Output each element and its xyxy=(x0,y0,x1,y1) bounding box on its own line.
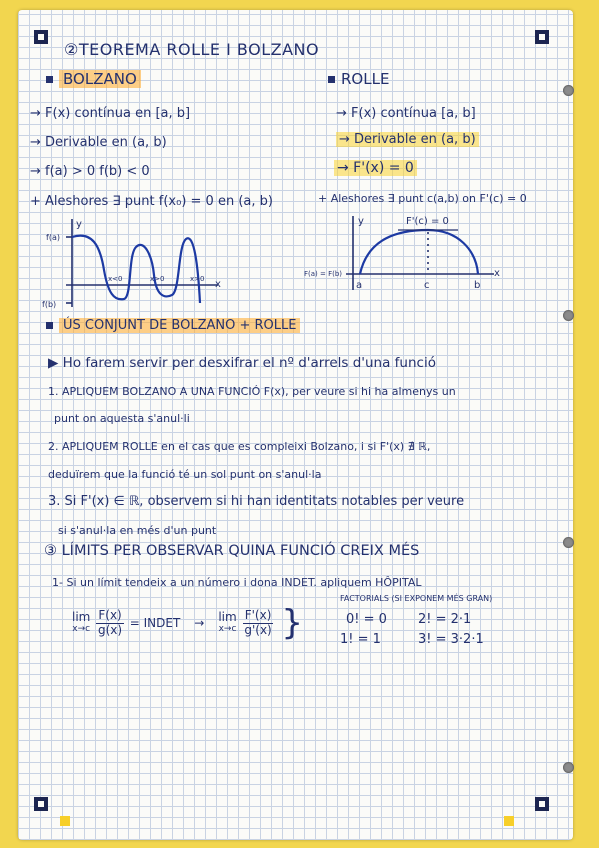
corner-marker-bottom-right xyxy=(535,797,549,811)
bullet-icon xyxy=(46,322,53,329)
bolzano-heading: BOLZANO xyxy=(59,70,141,88)
us-conjunt-line: punt on aquesta s'anul·li xyxy=(54,412,190,425)
lim-text: lim xyxy=(218,610,237,625)
graph-segment-label: x>0 xyxy=(150,275,165,283)
limits-heading: ③ LÍMITS PER OBSERVAR QUINA FUNCIÓ CREIX MÉS xyxy=(44,543,420,559)
binder-hole xyxy=(563,85,574,96)
bullet-icon xyxy=(46,76,53,83)
numerator: F'(x) xyxy=(244,608,272,623)
factorial-item: 2! = 2·1 xyxy=(418,612,472,627)
corner-marker-top-left xyxy=(34,30,48,44)
lim-text: lim xyxy=(72,610,91,625)
rolle-line: → Derivable en (a, b) xyxy=(336,132,479,147)
numerator: F(x) xyxy=(98,608,122,623)
us-conjunt-heading-wrap xyxy=(46,318,300,333)
factorial-item: 0! = 0 xyxy=(346,612,387,627)
lhopital-formula xyxy=(72,603,304,643)
denominator: g'(x) xyxy=(244,622,272,637)
binder-hole xyxy=(563,762,574,773)
bolzano-line: → Derivable en (a, b) xyxy=(30,135,167,150)
graph-fa-label: f(a) xyxy=(46,233,60,242)
graph-top-label: F'(c) = 0 xyxy=(406,216,449,227)
bolzano-line: → F(x) contínua en [a, b] xyxy=(30,106,191,121)
rolle-line: → F'(x) = 0 xyxy=(334,160,417,176)
yellow-mark xyxy=(504,816,514,826)
factorials-label: FACTORIALS (SI EXPONEM MÉS GRAN) xyxy=(340,594,493,603)
binder-hole xyxy=(563,537,574,548)
us-conjunt-line: 2. APLIQUEM ROLLE en el cas que es compleixi Bolzano, i si F'(x) ∄ ℝ, xyxy=(48,440,431,453)
limits-line: 1- Si un límit tendeix a un número i dona INDET. apliquem HÔPITAL xyxy=(52,576,422,589)
graph-y-label: y xyxy=(358,216,364,227)
graph-x-label: x xyxy=(215,279,221,290)
us-conjunt-line: ▶ Ho farem servir per desxifrar el nº d'arrels d'una funció xyxy=(48,355,436,371)
bolzano-curve xyxy=(72,236,200,303)
graph-x-label: x xyxy=(494,268,500,279)
us-conjunt-line: si s'anul·la en més d'un punt xyxy=(58,524,217,537)
rolle-line: + Aleshores ∃ punt c(a,b) on F'(c) = 0 xyxy=(318,192,527,205)
rolle-curve xyxy=(360,230,478,274)
lim-subscript: x→c xyxy=(218,623,237,634)
rolle-heading: ROLLE xyxy=(341,70,390,88)
binder-hole xyxy=(563,310,574,321)
us-conjunt-line: 1. APLIQUEM BOLZANO A UNA FUNCIÓ F(x), per veure si hi ha almenys un xyxy=(48,385,456,398)
rolle-graph xyxy=(298,210,508,305)
graph-c-label: c xyxy=(424,280,430,291)
indet-text: = INDET xyxy=(129,616,181,630)
bolzano-line: + Aleshores ∃ punt f(x₀) = 0 en (a, b) xyxy=(30,194,273,209)
us-conjunt-line: 3. Si F'(x) ∈ ℝ, observem si hi han identitats notables per veure xyxy=(48,494,465,509)
bolzano-line: → f(a) > 0 f(b) < 0 xyxy=(30,164,150,179)
lim-subscript: x→c xyxy=(72,623,91,634)
graph-b-label: b xyxy=(474,280,481,291)
limit-operator xyxy=(72,611,90,634)
graph-fb-label: f(b) xyxy=(42,300,57,309)
graph-a-label: a xyxy=(356,280,363,291)
bolzano-heading-wrap xyxy=(46,70,141,88)
us-conjunt-heading: ÚS CONJUNT DE BOLZANO + ROLLE xyxy=(59,318,300,333)
yellow-mark xyxy=(60,816,70,826)
fraction-f-over-g xyxy=(96,609,123,636)
bolzano-graph xyxy=(40,215,230,315)
corner-marker-bottom-left xyxy=(34,797,48,811)
rolle-line: → F(x) contínua [a, b] xyxy=(336,106,476,121)
fraction-fprime-over-gprime xyxy=(243,609,274,636)
corner-marker-top-right xyxy=(535,30,549,44)
graph-y-label: y xyxy=(76,219,82,230)
limit-operator xyxy=(218,611,236,634)
factorial-item: 3! = 3·2·1 xyxy=(418,632,484,647)
brace-icon: } xyxy=(281,603,304,643)
arrow: → xyxy=(194,616,205,630)
us-conjunt-line: deduïrem que la funció té un sol punt on s'anul·la xyxy=(48,468,322,481)
denominator: g(x) xyxy=(98,622,123,637)
graph-segment-label: x<0 xyxy=(108,275,123,283)
factorial-item: 1! = 1 xyxy=(340,632,381,647)
graph-segment-label: x>0 xyxy=(190,275,205,283)
rolle-heading-wrap xyxy=(328,70,389,88)
bullet-icon xyxy=(328,76,335,83)
page-title: ②TEOREMA ROLLE I BOLZANO xyxy=(64,40,320,59)
notebook-page xyxy=(18,10,573,840)
graph-left-label: F(a) = F(b) xyxy=(304,270,343,278)
